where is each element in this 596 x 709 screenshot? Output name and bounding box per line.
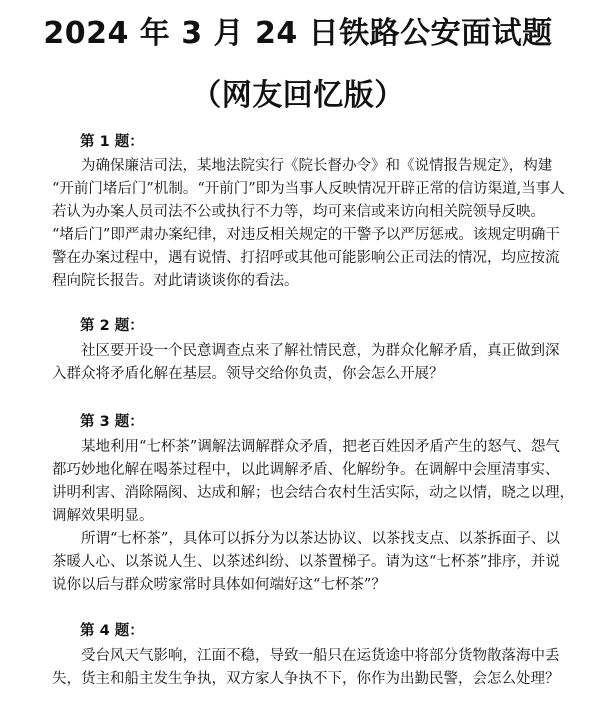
question-text-line: 所谓“七杯茶”，具体可以拆分为以茶达协议、以茶找支点、以茶拆面子、以 <box>81 531 560 547</box>
question-text-line: 受台风天气影响，江面不稳，导致一船只在运货途中将部分货物散落海中丢 <box>81 648 560 664</box>
question-heading-suffix: 题： <box>109 133 144 150</box>
question-text-line: “开前门堵后门”机制。“开前门”即为当事人反映情况开辟正常的信访渠道,当事人 <box>52 181 565 197</box>
question-2-heading <box>80 316 144 336</box>
question-text-line: 警在办案过程中，遇有说情、打招呼或其他可能影响公正司法的情况，均应按流 <box>52 250 560 266</box>
question-text-line: 某地利用“七杯茶”调解法调解群众矛盾，把老百姓因矛盾产生的怒气、怨气 <box>81 439 560 455</box>
question-number: 3 <box>99 414 110 430</box>
question-heading-prefix: 第 <box>80 622 100 639</box>
question-2-text <box>52 340 592 386</box>
question-heading-suffix: 题： <box>109 317 144 334</box>
question-text-line: 社区要开设一个民意调查点来了解社情民意，为群众化解矛盾，真正做到深 <box>81 343 560 359</box>
question-number: 1 <box>99 134 110 150</box>
question-text-line: 入群众将矛盾化解在基层。领导交给你负责，你会怎么开展？ <box>52 366 444 382</box>
document-title: 2024 年 3 月 24 日铁路公安面试题 <box>43 16 553 51</box>
question-heading-prefix: 第 <box>80 413 100 430</box>
question-text-line: “堵后门”即严肃办案纪律，对违反相关规定的干警予以严厉惩戒。该规定明确干 <box>52 227 560 243</box>
question-number: 4 <box>99 623 110 639</box>
question-3-heading <box>80 412 144 432</box>
question-heading-suffix: 题： <box>109 413 144 430</box>
question-text-line: 失，货主和船主发生争执，双方家人争执不下，你作为出勤民警，会怎么处理？ <box>52 671 560 687</box>
question-heading-prefix: 第 <box>80 317 100 334</box>
question-text-line: 程向院长报告。对此请谈谈你的看法。 <box>52 273 299 289</box>
question-heading-prefix: 第 <box>80 133 100 150</box>
question-number: 2 <box>99 318 110 334</box>
document-subtitle: （网友回忆版） <box>191 78 405 113</box>
question-3-text <box>52 436 592 597</box>
question-text-line: 说你以后与群众唠家常时具体如何端好这“七杯茶”？ <box>52 577 386 593</box>
question-heading-suffix: 题： <box>109 622 144 639</box>
question-4-heading <box>80 621 144 641</box>
question-1-text <box>52 155 592 293</box>
question-text-line: 调解效果明显。 <box>52 508 154 524</box>
question-text-line: 若认为办案人员司法不公或执行不力等，均可来信或来访向相关院领导反映。 <box>52 204 545 220</box>
question-text-line: 茶暖人心、以茶说人生、以茶述纠纷、以茶置梯子。请为这“七杯茶”排序，并说 <box>52 554 560 570</box>
question-text-line: 都巧妙地化解在喝茶过程中，以此调解矛盾、化解纷争。在调解中会厘清事实、 <box>52 462 560 478</box>
question-4-text <box>52 645 592 691</box>
question-text-line: 讲明利害、消除隔阂、达成和解；也会结合农村生活实际，动之以情，晓之以理， <box>52 485 574 501</box>
question-1-heading <box>80 132 144 152</box>
question-text-line: 为确保廉洁司法，某地法院实行《院长督办令》和《说情报告规定》，构建 <box>81 158 553 174</box>
